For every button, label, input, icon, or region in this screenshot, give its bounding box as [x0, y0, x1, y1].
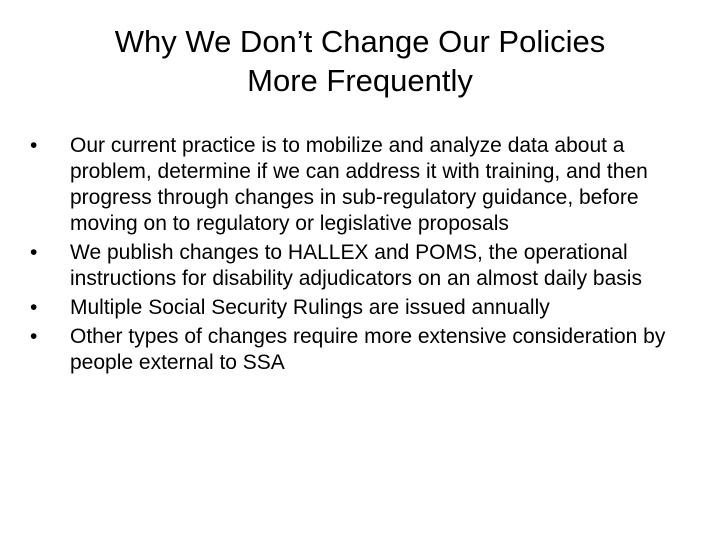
bullet-icon: • — [30, 241, 38, 264]
bullet-text: Other types of changes require more extensive consideration by people external to SSA — [70, 325, 666, 374]
bullet-list — [30, 133, 710, 379]
bullet-item — [30, 133, 710, 237]
slide-title — [36, 22, 684, 100]
title-line-1: Why We Don’t Change Our Policies — [114, 24, 606, 59]
bullet-item — [30, 240, 710, 292]
bullet-icon: • — [30, 296, 38, 319]
bullet-icon: • — [30, 325, 38, 348]
bullet-text: Multiple Social Security Rulings are issued annually — [70, 296, 550, 319]
bullet-text: We publish changes to HALLEX and POMS, the operational instructions for disability adjudicators on an almost daily basis — [70, 241, 642, 290]
bullet-item — [30, 324, 710, 376]
bullet-item — [30, 295, 710, 321]
title-line-2: More Frequently — [247, 63, 473, 98]
bullet-text: Our current practice is to mobilize and analyze data about a problem, determine if we can address it with training, and then progress through changes in sub-regulatory guidance, before moving on to regulatory or legislative proposals — [70, 134, 648, 235]
bullet-icon: • — [30, 134, 38, 157]
